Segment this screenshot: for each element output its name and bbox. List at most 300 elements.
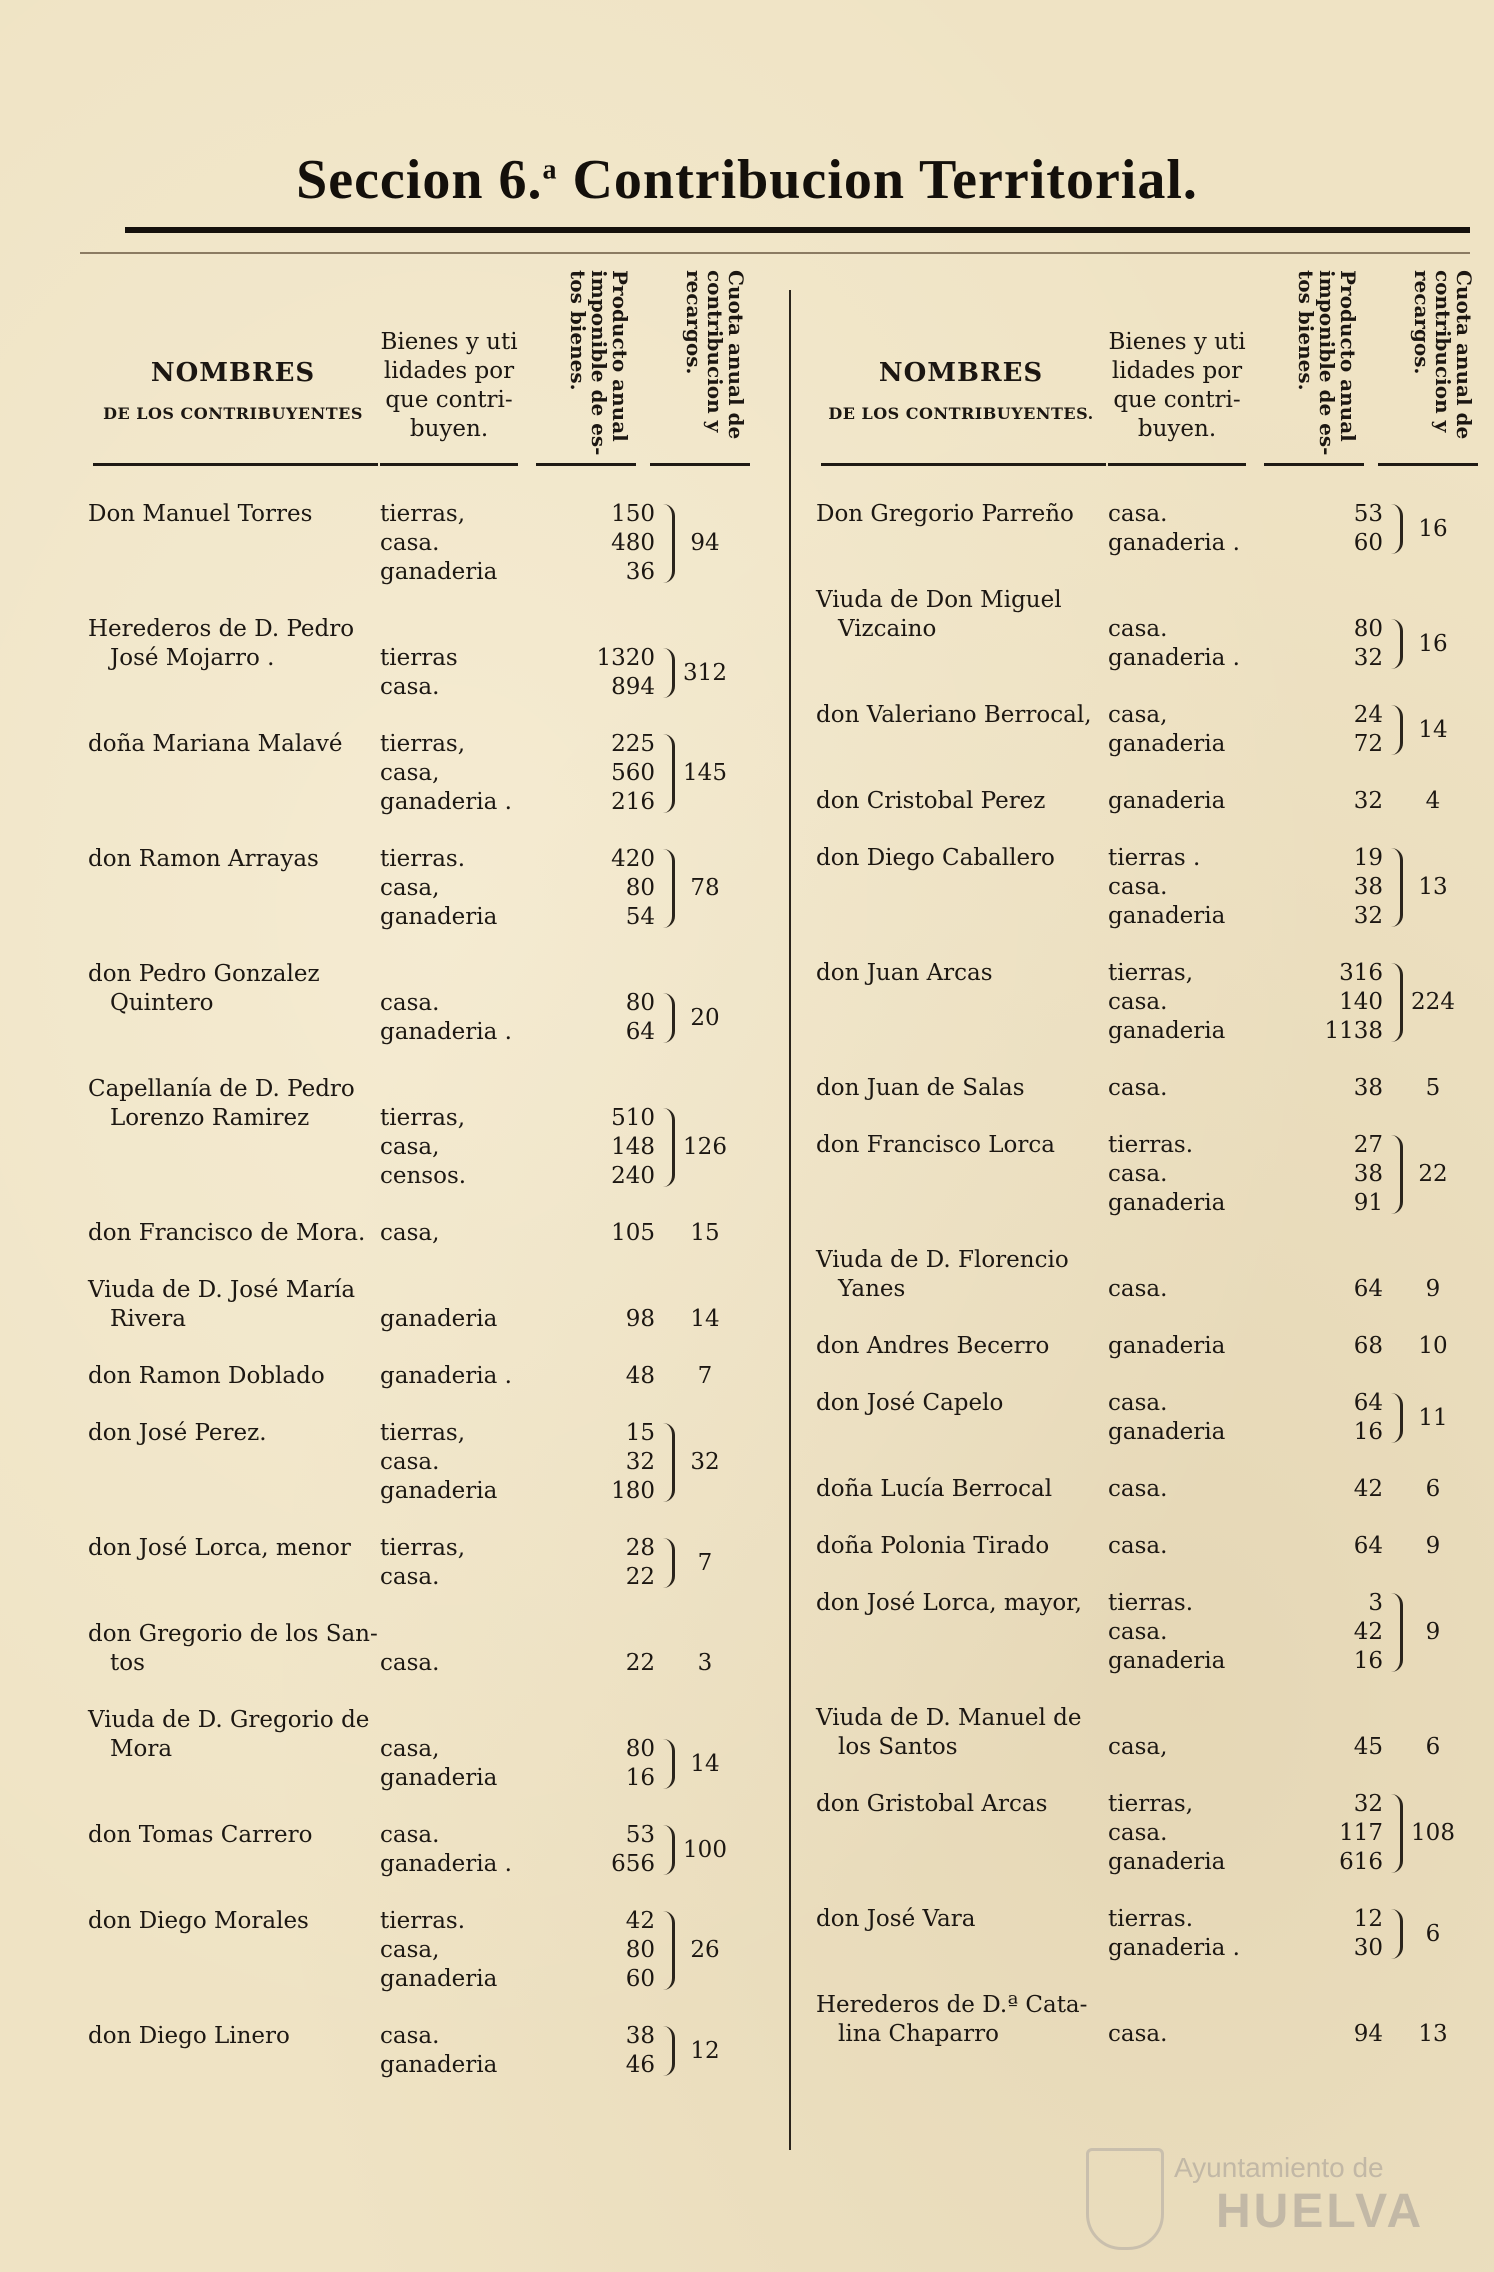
contributor-name [88, 1075, 380, 1133]
right-table-body [816, 500, 1481, 2077]
property-value: 91 [1353, 1190, 1383, 1216]
contributor-name-line: don José Capelo [816, 1390, 1004, 1416]
property-kind: ganaderia [1108, 1849, 1226, 1875]
property-kind: tierras, [1108, 1791, 1194, 1817]
contributor-name-line: don Diego Caballero [816, 845, 1055, 871]
header-underline [650, 463, 750, 466]
header-bienes-line: lidades por [1111, 358, 1243, 384]
header-bienes-line: que contri- [385, 387, 513, 413]
title-main: Seccion 6. [296, 149, 543, 211]
contributor-name [816, 1074, 1108, 1103]
property-value: 32 [1353, 903, 1383, 929]
watermark-line-1: Ayuntamiento de [1174, 2152, 1384, 2183]
property-value: 316 [1339, 960, 1383, 986]
contributor-name-line: don Tomas Carrero [88, 1822, 313, 1848]
cuota-value: 7 [697, 1549, 713, 1576]
contributor-entry [816, 1074, 1481, 1103]
cuota-value: 312 [683, 659, 727, 686]
header-names [816, 358, 1106, 423]
property-kind: casa. [380, 674, 440, 700]
property-row [380, 730, 740, 759]
property-value: 30 [1353, 1935, 1383, 1961]
property-row [1108, 1790, 1468, 1819]
header-cuota: Cuota anual de contribucion y recargos. [682, 270, 748, 440]
cuota-value: 9 [1425, 1619, 1441, 1645]
property-value: 32 [1353, 645, 1383, 671]
contributor-name-line: don Pedro Gonzalez [88, 961, 320, 987]
property-kind: tierras. [380, 846, 466, 872]
contributor-name-line: doña Polonia Tirado [816, 1533, 1050, 1559]
property-kind: ganaderia . [380, 1019, 512, 1045]
property-kind: ganaderia [1108, 1419, 1226, 1445]
cuota-value: 7 [697, 1363, 713, 1389]
property-value: 16 [1353, 1419, 1383, 1445]
property-value: 64 [625, 1019, 655, 1045]
property-kind: casa, [380, 1134, 440, 1160]
contributor-name [816, 787, 1108, 816]
header-underline [821, 463, 1106, 466]
property-kind: ganaderia [1108, 731, 1226, 757]
property-items [380, 500, 740, 587]
property-items [380, 1362, 740, 1391]
header-underline [1108, 463, 1246, 466]
contributor-entry [88, 1620, 760, 1678]
contributor-entry [88, 1276, 760, 1334]
property-kind: casa. [1108, 1820, 1168, 1846]
contributor-entry [816, 1332, 1481, 1361]
property-value: 105 [611, 1220, 655, 1246]
property-value: 27 [1353, 1132, 1383, 1158]
property-kind: ganaderia [1108, 1333, 1226, 1359]
property-kind: ganaderia [380, 904, 498, 930]
header-underline [380, 463, 518, 466]
cuota-value: 9 [1425, 1533, 1441, 1559]
property-value: 16 [625, 1765, 655, 1791]
property-items [380, 1219, 740, 1248]
header-bienes-line: lidades por [383, 358, 515, 384]
property-items [1108, 1704, 1468, 1762]
contributor-name-line: Herederos de D. Pedro [88, 616, 355, 642]
contributor-name [816, 1589, 1108, 1618]
property-kind: tierras, [380, 731, 466, 757]
property-value: 36 [625, 559, 655, 585]
property-kind: casa. [1108, 874, 1168, 900]
property-value: 45 [1353, 1734, 1383, 1760]
property-items [380, 1907, 740, 1994]
contributor-entry [88, 1362, 760, 1391]
cuota-value: 20 [690, 1004, 720, 1031]
header-bienes [1108, 328, 1246, 444]
cuota-value: 9 [1425, 1276, 1441, 1302]
property-kind: casa, [1108, 1734, 1168, 1760]
property-value: 32 [625, 1449, 655, 1475]
property-row [1108, 959, 1468, 988]
cuota-value: 14 [1418, 716, 1448, 743]
contributor-name [816, 1991, 1108, 2049]
header-bienes-line: que contri- [1113, 387, 1241, 413]
property-kind: casa. [380, 990, 440, 1016]
contributor-name [88, 1276, 380, 1334]
property-kind: ganaderia [380, 1478, 498, 1504]
property-value: 180 [611, 1478, 655, 1504]
property-kind: tierras, [380, 501, 466, 527]
property-items [1108, 787, 1468, 816]
contributor-name [88, 1907, 380, 1936]
property-value: 38 [1353, 874, 1383, 900]
contributor-entry [816, 1532, 1481, 1561]
property-kind: ganaderia [1108, 1648, 1226, 1674]
right-table-header [816, 270, 1481, 465]
property-kind: ganaderia [1108, 788, 1226, 814]
property-row [380, 1907, 740, 1936]
property-kind: ganaderia . [1108, 1935, 1240, 1961]
property-kind: casa, [380, 1220, 440, 1246]
property-row [380, 1477, 740, 1506]
cuota-value: 14 [690, 1306, 720, 1332]
contributor-entry [816, 844, 1481, 931]
cuota-value: 6 [1425, 1920, 1441, 1947]
contributor-name-line: Herederos de D.ª Cata- [816, 1992, 1088, 2018]
header-names-subtitle: DE LOS CONTRIBUYENTES. [828, 404, 1094, 423]
contributor-entry [816, 787, 1481, 816]
contributor-name [816, 1532, 1108, 1561]
contributor-name-line: don José Vara [816, 1906, 976, 1932]
contributor-name-line: Viuda de D. Gregorio de [88, 1707, 370, 1733]
contributor-entry [816, 1905, 1481, 1963]
property-items [1108, 844, 1468, 931]
property-items [1108, 1532, 1468, 1561]
property-value: 42 [1353, 1476, 1383, 1502]
property-kind: casa. [1108, 1533, 1168, 1559]
contributor-entry [88, 615, 760, 702]
contributor-entry [88, 730, 760, 817]
contributor-name [88, 1419, 380, 1448]
property-kind: casa. [1108, 2021, 1168, 2047]
property-kind: tierras, [380, 1420, 466, 1446]
property-value: 32 [1353, 1791, 1383, 1817]
property-kind: casa. [1108, 1161, 1168, 1187]
property-value: 510 [611, 1105, 655, 1131]
property-items [1108, 1332, 1468, 1361]
property-row [380, 1965, 740, 1994]
contributor-name [88, 1620, 380, 1678]
title-rule-thin [80, 252, 1470, 254]
property-value: 68 [1353, 1333, 1383, 1359]
property-items [1108, 959, 1468, 1046]
property-value: 225 [611, 731, 655, 757]
property-items [1108, 1389, 1468, 1447]
property-kind: tierras. [380, 1908, 466, 1934]
header-cuota: Cuota anual de contribucion y recargos. [1410, 270, 1476, 440]
property-value: 616 [1339, 1849, 1383, 1875]
property-kind: censos. [380, 1163, 467, 1189]
contributor-entry [816, 1991, 1481, 2049]
contributor-entry [816, 1131, 1481, 1218]
contributor-entry [816, 701, 1481, 759]
cuota-value: 32 [690, 1449, 720, 1475]
contributor-name-line: don Diego Morales [88, 1908, 309, 1934]
property-value: 94 [1353, 2021, 1383, 2047]
property-row [380, 788, 740, 817]
property-kind: casa. [380, 2023, 440, 2049]
property-items [380, 1706, 740, 1793]
contributor-name [816, 959, 1108, 988]
contributor-name [88, 2022, 380, 2051]
property-value: 28 [625, 1535, 655, 1561]
property-value: 24 [1353, 702, 1383, 728]
property-kind: casa. [1108, 989, 1168, 1015]
property-value: 80 [625, 1937, 655, 1963]
contributor-name-line: don Ramon Arrayas [88, 846, 319, 872]
property-items [1108, 1131, 1468, 1218]
contributor-name-line: tos [110, 1650, 145, 1676]
property-kind: casa. [1108, 1276, 1168, 1302]
contributor-entry [816, 1704, 1481, 1762]
property-row [1108, 1647, 1468, 1676]
contributor-name-line: don Juan de Salas [816, 1075, 1025, 1101]
contributor-entry [88, 1907, 760, 1994]
property-kind: tierras. [1108, 1132, 1194, 1158]
property-kind: tierras . [1108, 845, 1201, 871]
cuota-value: 126 [683, 1134, 727, 1160]
cuota-value: 5 [1425, 1075, 1441, 1101]
property-items [380, 615, 740, 702]
contributor-entry [816, 959, 1481, 1046]
header-bienes-line: Bienes y uti [1108, 329, 1246, 355]
cuota-value: 13 [1418, 2021, 1448, 2047]
contributor-name [88, 615, 380, 673]
property-items [1108, 1991, 1468, 2049]
header-underline [93, 463, 378, 466]
cuota-value: 15 [690, 1220, 720, 1246]
property-items [1108, 1905, 1468, 1963]
property-items [380, 1534, 740, 1592]
property-value: 15 [625, 1420, 655, 1446]
property-value: 53 [1353, 501, 1383, 527]
property-row [380, 1162, 740, 1191]
property-kind: tierras, [380, 1105, 466, 1131]
property-value: 560 [611, 760, 655, 786]
property-kind: tierras [380, 645, 458, 671]
property-row [1108, 1131, 1468, 1160]
contributor-name-line: don Ramon Doblado [88, 1363, 325, 1389]
property-kind: casa. [380, 1449, 440, 1475]
property-kind: casa. [1108, 1619, 1168, 1645]
property-value: 42 [1353, 1619, 1383, 1645]
contributor-entry [88, 2022, 760, 2080]
property-value: 38 [1353, 1075, 1383, 1101]
contributor-name-line: don Francisco de Mora. [88, 1220, 366, 1246]
property-row [380, 558, 740, 587]
property-value: 420 [611, 846, 655, 872]
contributor-name-line: don Cristobal Perez [816, 788, 1046, 814]
header-producto: Producto anual imponible de es-tos bienes. [566, 270, 632, 456]
contributor-name-line: Viuda de D. Manuel de [816, 1705, 1082, 1731]
property-value: 64 [1353, 1533, 1383, 1559]
left-table-header [88, 270, 760, 465]
contributor-name-line: don José Lorca, menor [88, 1535, 351, 1561]
property-value: 80 [625, 1736, 655, 1762]
contributor-entry [88, 1706, 760, 1793]
header-underline [536, 463, 636, 466]
property-kind: casa. [1108, 616, 1168, 642]
contributor-name-line: don Juan Arcas [816, 960, 993, 986]
property-row [380, 500, 740, 529]
contributor-name [88, 1534, 380, 1563]
property-value: 1320 [596, 645, 655, 671]
contributor-entry [88, 1821, 760, 1879]
contributor-name [816, 701, 1108, 730]
property-kind: casa. [1108, 1476, 1168, 1502]
property-items [380, 1821, 740, 1879]
property-items [1108, 500, 1468, 558]
header-bienes [380, 328, 518, 444]
cuota-value: 145 [683, 760, 727, 786]
property-row [1108, 1589, 1468, 1618]
cuota-value: 3 [697, 1650, 713, 1676]
contributor-name [816, 1389, 1108, 1418]
property-value: 656 [611, 1851, 655, 1877]
property-kind: casa, [380, 760, 440, 786]
property-value: 150 [611, 501, 655, 527]
property-value: 19 [1353, 845, 1383, 871]
property-row [1108, 902, 1468, 931]
property-value: 140 [1339, 989, 1383, 1015]
property-kind: ganaderia . [1108, 530, 1240, 556]
cuota-value: 10 [1418, 1333, 1448, 1359]
property-items [1108, 701, 1468, 759]
contributor-name-line: doña Mariana Malavé [88, 731, 343, 757]
property-value: 16 [1353, 1648, 1383, 1674]
property-kind: ganaderia . [380, 789, 512, 815]
property-value: 240 [611, 1163, 655, 1189]
property-items [380, 2022, 740, 2080]
property-value: 480 [611, 530, 655, 556]
property-kind: casa, [1108, 702, 1168, 728]
contributor-name [816, 1905, 1108, 1934]
contributor-entry [816, 1790, 1481, 1877]
cuota-value: 14 [690, 1750, 720, 1777]
contributor-entry [88, 1075, 760, 1191]
contributor-name [88, 845, 380, 874]
property-kind: tierras. [1108, 1590, 1194, 1616]
header-bienes-line: buyen. [409, 416, 489, 442]
contributor-name-line: Capellanía de D. Pedro [88, 1076, 355, 1102]
header-producto: Producto anual imponible de es-tos bienes. [1294, 270, 1360, 456]
property-items [1108, 1589, 1468, 1676]
contributor-name-line: Viuda de D. Florencio [816, 1247, 1069, 1273]
contributor-entry [816, 1475, 1481, 1504]
property-value: 216 [611, 789, 655, 815]
property-value: 98 [625, 1306, 655, 1332]
property-value: 32 [1353, 788, 1383, 814]
property-kind: ganaderia [1108, 903, 1226, 929]
property-kind: casa. [1108, 501, 1168, 527]
header-names-title: NOMBRES [150, 358, 316, 388]
cuota-value: 4 [1425, 788, 1441, 814]
cuota-value: 224 [1411, 989, 1455, 1015]
contributor-entry [88, 960, 760, 1047]
column-separator [789, 290, 791, 2150]
contributor-name-line: Don Gregorio Parreño [816, 501, 1074, 527]
property-row [380, 1419, 740, 1448]
property-kind: casa, [380, 1937, 440, 1963]
property-value: 80 [625, 875, 655, 901]
contributor-name-line: don Diego Linero [88, 2023, 290, 2049]
property-kind: tierras. [1108, 1906, 1194, 1932]
property-kind: ganaderia . [380, 1363, 512, 1389]
contributor-name [816, 1246, 1108, 1304]
property-kind: ganaderia [380, 1765, 498, 1791]
contributor-name [816, 1131, 1108, 1160]
contributor-name [816, 1790, 1108, 1819]
watermark-line-2: HUELVA [1216, 2185, 1425, 2238]
contributor-entry [816, 500, 1481, 558]
property-value: 1138 [1324, 1018, 1383, 1044]
property-kind: casa. [380, 1564, 440, 1590]
contributor-entry [88, 500, 760, 587]
property-items [380, 960, 740, 1047]
property-value: 80 [625, 990, 655, 1016]
header-underline [1378, 463, 1478, 466]
contributor-name-line: don Gregorio de los San- [88, 1621, 378, 1647]
property-kind: casa. [380, 1822, 440, 1848]
cuota-value: 16 [1418, 630, 1448, 657]
property-value: 72 [1353, 731, 1383, 757]
cuota-value: 78 [690, 875, 720, 901]
property-kind: ganaderia . [1108, 645, 1240, 671]
property-items [1108, 1475, 1468, 1504]
contributor-name-line: lina Chaparro [838, 2021, 999, 2047]
property-items [380, 1419, 740, 1506]
property-items [380, 1276, 740, 1334]
property-value: 54 [625, 904, 655, 930]
title-rule [125, 227, 1470, 233]
property-kind: casa, [380, 1736, 440, 1762]
contributor-name-line: don Gristobal Arcas [816, 1791, 1048, 1817]
contributor-name-line: Rivera [110, 1306, 186, 1332]
contributor-name [88, 1706, 380, 1764]
contributor-name-line: José Mojarro . [110, 645, 275, 671]
contributor-name [88, 960, 380, 1018]
cuota-value: 11 [1418, 1404, 1448, 1431]
property-value: 80 [1353, 616, 1383, 642]
contributor-name-line: don Valeriano Berrocal, [816, 702, 1092, 728]
property-value: 46 [625, 2052, 655, 2078]
contributor-name-line: los Santos [838, 1734, 958, 1760]
property-row [380, 845, 740, 874]
contributor-entry [816, 1246, 1481, 1304]
contributor-name [816, 1475, 1108, 1504]
contributor-entry [88, 1219, 760, 1248]
contributor-name [816, 586, 1108, 644]
property-items [1108, 1246, 1468, 1304]
cuota-value: 16 [1418, 515, 1448, 542]
header-underline [1264, 463, 1364, 466]
property-value: 38 [625, 2023, 655, 2049]
property-row [1108, 1189, 1468, 1218]
contributor-name-line: Quintero [110, 990, 214, 1016]
header-names [88, 358, 378, 423]
contributor-entry [816, 1589, 1481, 1676]
property-kind: ganaderia . [380, 1851, 512, 1877]
property-value: 38 [1353, 1161, 1383, 1187]
property-kind: ganaderia [1108, 1018, 1226, 1044]
contributor-name-line: don Andres Becerro [816, 1333, 1050, 1359]
contributor-name-line: don José Perez. [88, 1420, 267, 1446]
contributor-name [816, 844, 1108, 873]
contributor-name-line: doña Lucía Berrocal [816, 1476, 1053, 1502]
